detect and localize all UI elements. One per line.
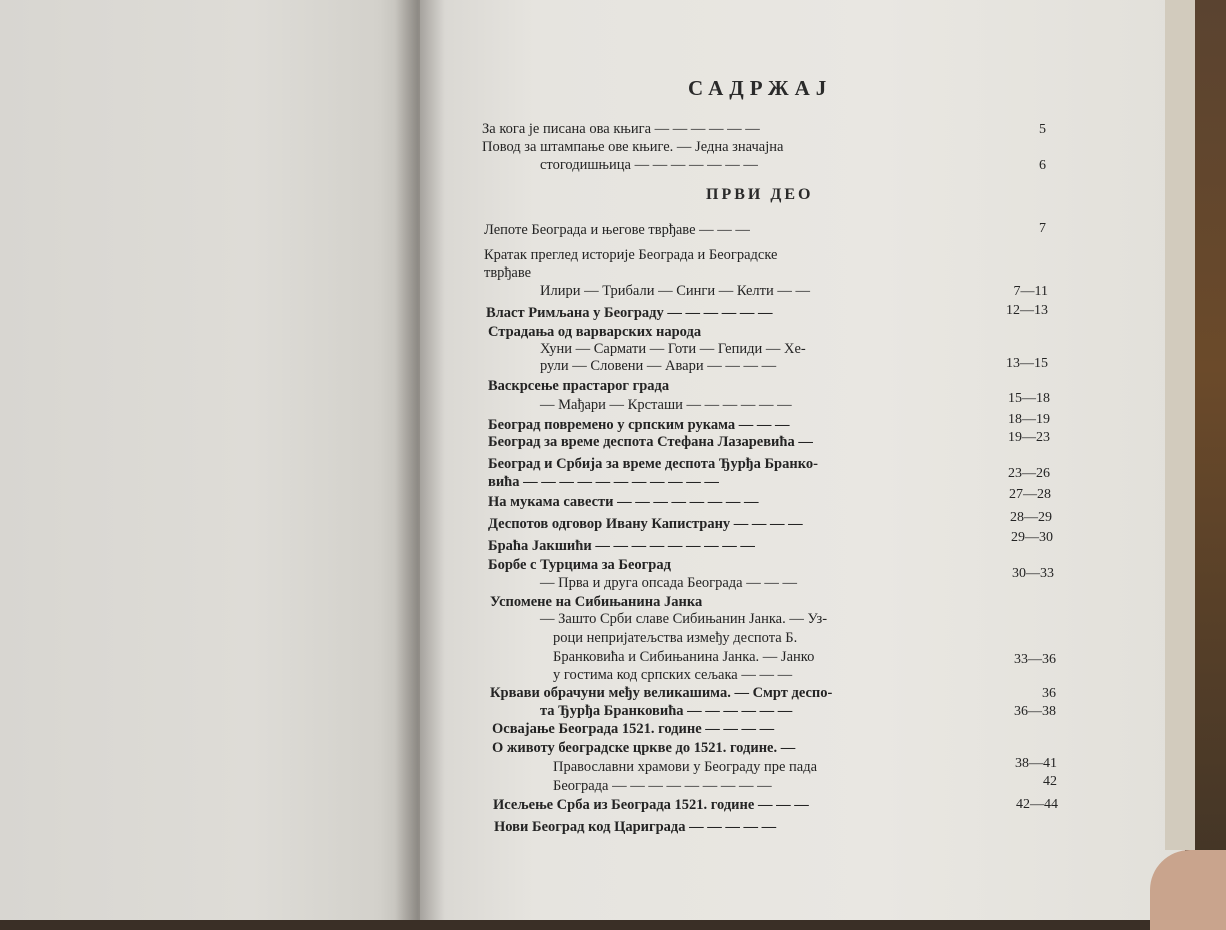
toc-title: САДРЖАЈ bbox=[688, 76, 833, 100]
toc-line: Православни храмови у Београду пре пада bbox=[553, 759, 818, 775]
toc-line: — Прва и друга опсада Београда — — — bbox=[540, 575, 797, 591]
book-cover bbox=[1195, 0, 1226, 920]
toc-line: Деспотов одговор Ивану Капистрану — — — — bbox=[488, 516, 803, 532]
toc-line: На мукама савести — — — — — — — — bbox=[488, 494, 759, 510]
toc-line: роци непријатељства између деспота Б. bbox=[553, 630, 798, 646]
toc-line: тврђаве bbox=[484, 265, 532, 281]
toc-line: Успомене на Сибињанина Јанка bbox=[490, 594, 703, 610]
toc-line: Београда — — — — — — — — — bbox=[553, 778, 772, 794]
page-number: 33—36 bbox=[1014, 652, 1056, 667]
toc-line: За кога је писана ова књига — — — — — — bbox=[482, 121, 760, 137]
page-number: 27—28 bbox=[1009, 487, 1051, 502]
page-number: 28—29 bbox=[1010, 510, 1052, 525]
page-number: 19—23 bbox=[1008, 430, 1050, 445]
toc-line: Лепоте Београда и његове тврђаве — — — bbox=[484, 222, 750, 238]
toc-line: рули — Словени — Авари — — — — bbox=[540, 358, 777, 374]
toc-line: — Мађари — Крсташи — — — — — — bbox=[540, 397, 792, 413]
page-number: 36 bbox=[1042, 686, 1056, 701]
page-number: 36—38 bbox=[1014, 704, 1056, 719]
part-heading: ПРВИ ДЕО bbox=[706, 186, 814, 203]
page-number: 7 bbox=[1039, 221, 1046, 236]
page-number: 6 bbox=[1039, 158, 1046, 173]
toc-line: Београд повремено у српским рукама — — — bbox=[488, 417, 790, 433]
page-number: 7—11 bbox=[1013, 284, 1048, 299]
toc-line: вића — — — — — — — — — — — bbox=[488, 474, 719, 490]
page-number: 18—19 bbox=[1008, 412, 1050, 427]
toc-line: Бранковића и Сибињанина Јанка. — Јанко bbox=[553, 649, 815, 665]
toc-line: Повод за штампање ове књиге. — Једна значајна bbox=[482, 139, 784, 155]
toc-line: О животу београдске цркве до 1521. године. — bbox=[492, 740, 796, 756]
toc-line: Исељење Срба из Београда 1521. године — — — bbox=[493, 797, 809, 813]
page-number: 42 bbox=[1043, 774, 1057, 789]
page-number: 5 bbox=[1039, 122, 1046, 137]
toc-line: Власт Римљана у Београду — — — — — — bbox=[486, 305, 773, 321]
page-number: 42—44 bbox=[1016, 797, 1058, 812]
page-number: 30—33 bbox=[1012, 566, 1054, 581]
toc-line: Београд за време деспота Стефана Лазаревића — bbox=[488, 434, 813, 450]
toc-line: Страдања од варварских народа bbox=[488, 324, 702, 340]
toc-line: Браћа Јакшићи — — — — — — — — — bbox=[488, 538, 755, 554]
page-number: 15—18 bbox=[1008, 391, 1050, 406]
page-number: 13—15 bbox=[1006, 356, 1048, 371]
toc-line: Крвави обрачуни међу великашима. — Смрт деспо- bbox=[490, 685, 833, 701]
page-edges bbox=[1165, 0, 1197, 850]
thumb bbox=[1150, 850, 1226, 930]
toc-line: Васкрсење прастарог града bbox=[488, 378, 670, 394]
page-number: 23—26 bbox=[1008, 466, 1050, 481]
toc-line: Борбе с Турцима за Београд bbox=[488, 557, 671, 573]
page-number: 29—30 bbox=[1011, 530, 1053, 545]
toc-line: Илири — Трибали — Синги — Келти — — bbox=[540, 283, 811, 299]
page-number: 12—13 bbox=[1006, 303, 1048, 318]
toc-line: Хуни — Сармати — Готи — Гепиди — Хе- bbox=[540, 341, 806, 357]
toc-line: та Ђурђа Бранковића — — — — — — bbox=[540, 703, 793, 719]
toc-line: Освајање Београда 1521. године — — — — bbox=[492, 721, 775, 737]
toc-line: стогодишњица — — — — — — — bbox=[540, 157, 758, 173]
toc-line: — Зашто Срби славе Сибињанин Јанка. — Уз- bbox=[540, 611, 828, 627]
page-number: 38—41 bbox=[1015, 756, 1057, 771]
book-gutter bbox=[395, 0, 445, 920]
toc-line: Нови Београд код Цариграда — — — — — bbox=[494, 819, 777, 835]
toc-line: у гостима код српских сељака — — — bbox=[553, 667, 793, 683]
toc-line: Кратак преглед историје Београда и Београдске bbox=[484, 247, 778, 263]
toc-line: Београд и Србија за време деспота Ђурђа Бранко- bbox=[488, 456, 818, 472]
left-page bbox=[0, 0, 420, 920]
